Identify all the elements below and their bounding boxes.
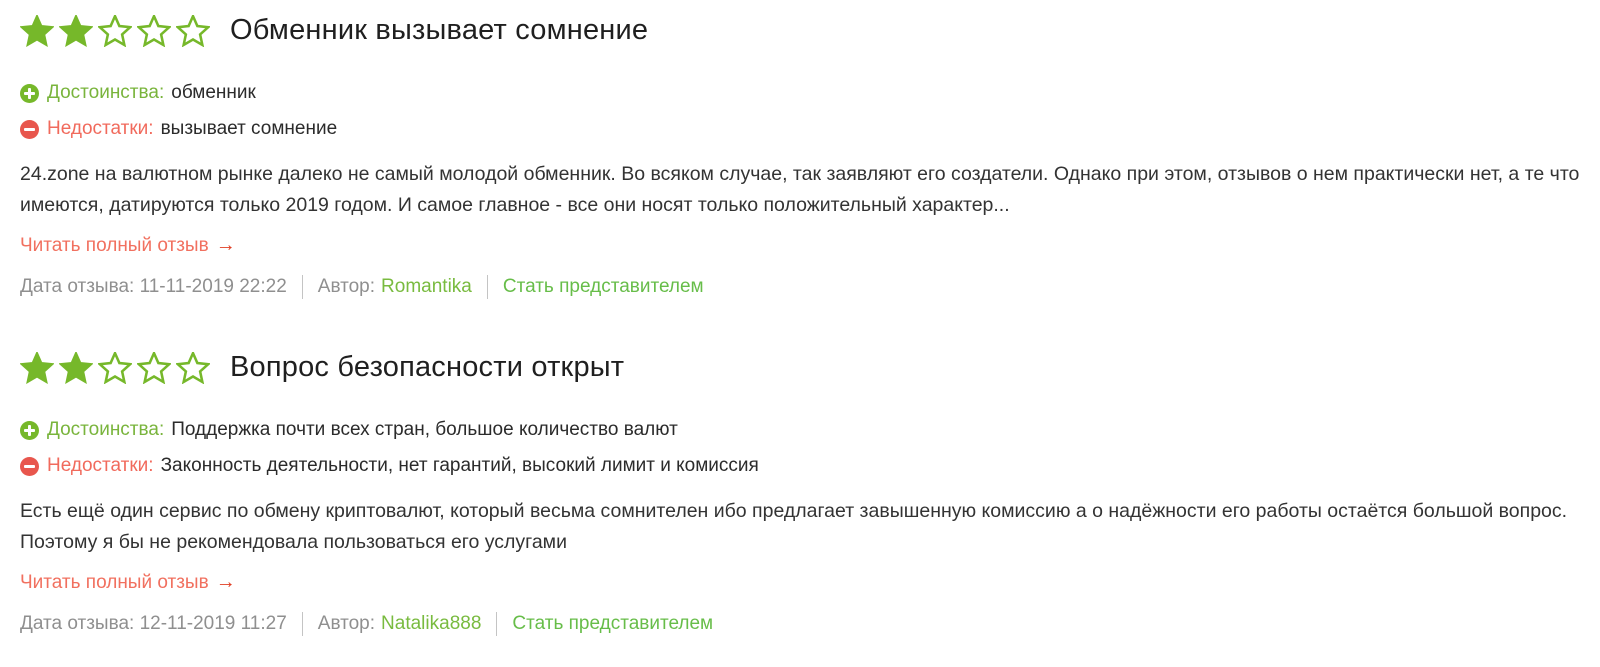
- review-meta: [20, 275, 1580, 299]
- review-date: [20, 613, 287, 635]
- read-full-review-link[interactable]: [20, 234, 236, 257]
- cons-row: [20, 117, 1580, 141]
- review-meta: [20, 612, 1580, 636]
- review-title: Вопрос безопасности открыт: [230, 351, 625, 383]
- meta-divider: [302, 275, 303, 299]
- author-link[interactable]: Natalika888: [381, 613, 482, 634]
- read-full-label: Читать полный отзыв: [20, 571, 209, 593]
- minus-circle-icon: [20, 120, 39, 139]
- star-icon: [137, 352, 171, 384]
- date-value: 12-11-2019 11:27: [139, 613, 287, 634]
- review-excerpt: Есть ещё один сервис по обмену криптовалют, который весьма сомнителен ибо предлагает завышенную комиссию а о надёжности его работы остаётся большой вопрос. Поэтому я бы не рекомендовала пользоваться его услугами: [20, 500, 1568, 553]
- review-item: [20, 351, 1580, 636]
- pros-text: Поддержка почти всех стран, большое количество валют: [171, 419, 678, 440]
- pros-row: [20, 418, 1580, 442]
- star-icon: [59, 15, 93, 47]
- star-icon: [176, 352, 210, 384]
- cons-text: вызывает сомнение: [160, 118, 338, 139]
- plus-circle-icon: [20, 84, 39, 103]
- star-icon: [20, 15, 54, 47]
- star-icon: [137, 15, 171, 47]
- date-label: Дата отзыва:: [20, 276, 135, 297]
- review-excerpt: 24.zone на валютном рынке далеко не самый молодой обменник. Во всяком случае, так заявляют его создатели. Однако при этом, отзывов о нем практически нет, а те что имеются, датируются только 2019 годом. И самое главное - все они носят только положительный характер...: [20, 163, 1580, 216]
- star-icon: [98, 15, 132, 47]
- star-icon: [176, 15, 210, 47]
- review-header: [20, 14, 1580, 47]
- arrow-right-icon: →: [215, 234, 236, 256]
- star-icon: [59, 352, 93, 384]
- minus-circle-icon: [20, 457, 39, 476]
- author-link[interactable]: Romantika: [381, 276, 472, 297]
- meta-divider: [487, 275, 488, 299]
- pros-label: Достоинства:: [47, 82, 165, 103]
- arrow-right-icon: →: [215, 571, 236, 593]
- pros-row: [20, 81, 1580, 105]
- become-representative-link[interactable]: Стать представителем: [502, 276, 704, 297]
- date-value: 11-11-2019 22:22: [139, 276, 287, 297]
- meta-divider: [496, 612, 497, 636]
- star-icon: [98, 352, 132, 384]
- cons-row: [20, 454, 1580, 478]
- pros-text: обменник: [171, 82, 256, 103]
- cons-text: Законность деятельности, нет гарантий, высокий лимит и комиссия: [160, 455, 759, 476]
- rating-stars: [20, 352, 210, 384]
- review-header: [20, 351, 1580, 384]
- plus-circle-icon: [20, 421, 39, 440]
- read-full-label: Читать полный отзыв: [20, 234, 209, 256]
- date-label: Дата отзыва:: [20, 613, 135, 634]
- cons-label: Недостатки:: [47, 455, 154, 476]
- cons-label: Недостатки:: [47, 118, 154, 139]
- rating-stars: [20, 15, 210, 47]
- review-item: [20, 14, 1580, 299]
- pros-label: Достоинства:: [47, 419, 165, 440]
- meta-divider: [302, 612, 303, 636]
- author-label: Автор:: [317, 276, 376, 297]
- review-date: [20, 276, 287, 298]
- author-label: Автор:: [317, 613, 376, 634]
- review-title: Обменник вызывает сомнение: [230, 14, 649, 46]
- star-icon: [20, 352, 54, 384]
- become-representative-link[interactable]: Стать представителем: [512, 613, 714, 634]
- read-full-review-link[interactable]: [20, 571, 236, 594]
